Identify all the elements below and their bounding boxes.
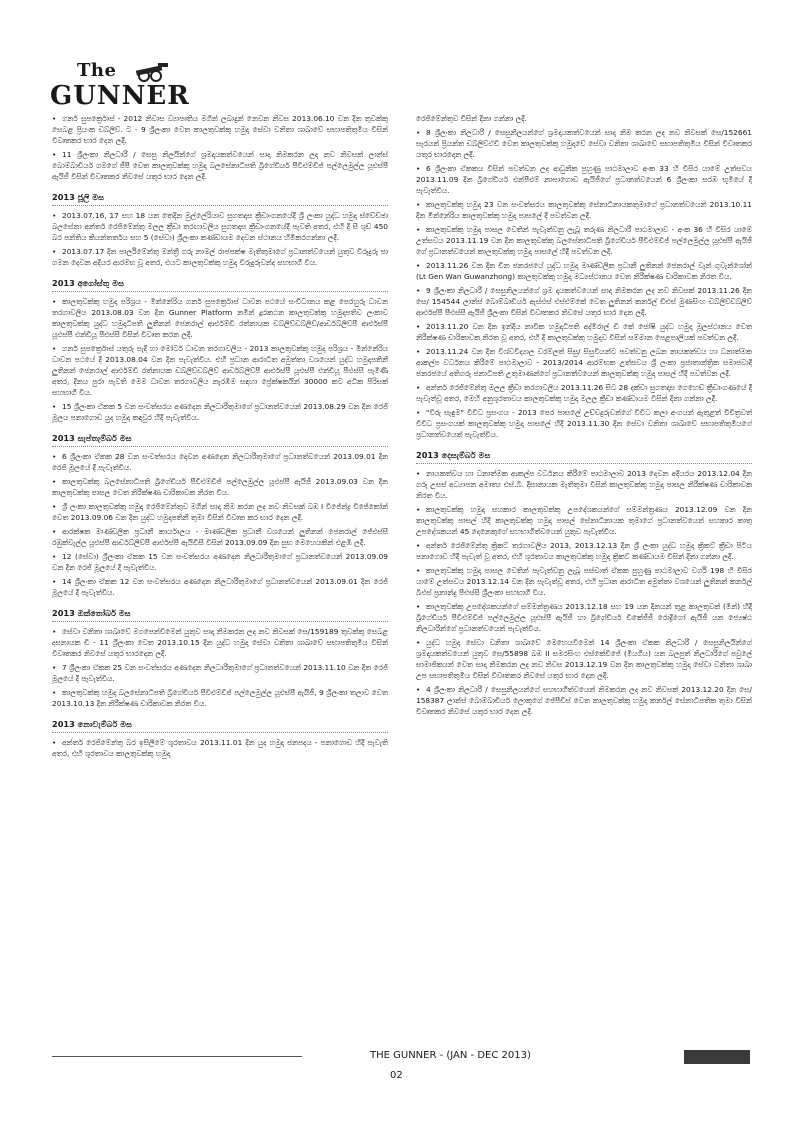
bullet-icon: • bbox=[52, 738, 57, 747]
bullet-item bbox=[52, 501, 388, 523]
item-text: 12 (සේවා) ශ්‍රීලංකා ඒකක 15 වන සංවත්සරය අණදෙන නිලධාරීතුමාගේ ප්‍රධානත්වයෙන් 2013.09.09 වන දින රෙජි මූලයේ දී පැවැත්විය. bbox=[52, 552, 388, 572]
bullet-item bbox=[52, 737, 388, 759]
bullet-item bbox=[416, 127, 752, 160]
bullet-icon: • bbox=[52, 502, 57, 511]
item-text: 2013.07.16, 17 සහ 18 යන තෙදින මුල්ලේරියාව සුගතදාස ක්‍රීඩාංගනයේදී ශ්‍රී ලංකා යුද්ධ හමුදා ස්වේච්ඡා බලසේනා අන්තර් රෙජිමේන්තු මලල ක්‍රීඩා තරඟාවලිය සුගතදාස ක්‍රීඩාංගනයේදී පැවති අතර, එහි දී සී ශූඩ් 450 බර පන්තිය කියන්තර්තය සහ 5 (සේවා) ශ්‍රීලංකා කණ්ඩායම දෙවන ස්ථානය හිමිකරගන්නා ලදී. bbox=[52, 211, 388, 242]
bullet-icon: • bbox=[52, 688, 57, 697]
footer-bar bbox=[52, 1050, 750, 1064]
item-text: 9 ශ්‍රීලංකා නිලධාරී / සෙසුනිලයන්ගේ ශ්‍රම දායකත්වයෙන් සාදා නිමකරන ලද නව නිවසක් 2013.11.26 දින සෙ/ 154544 ලාන්ස් බොම්බාඩියර් ඇස්එස් එස්එම්කේ වෙත ලුතිනන් කර්නල් ඩීඑස් මුණසිංහ ඩබ්ලිව්ඩබ්ලිව් ආර්එස්පී පීඑස්සී ඇයිජී ශ්‍රීලංකා විසින් විවෘතකර නිවසේ යතුර භාර දෙන ලදී. bbox=[416, 286, 752, 317]
bullet-icon: • bbox=[52, 577, 57, 586]
item-text: අන්තර් රෙජිමේන්තු මලල ක්‍රීඩා තරගාවලිය 2013.11.26 සිට 28 දක්වා සුගතදාස ගෙහෙඩ් ක්‍රීඩාංගණයේ දී පැවැත්වූ අතර, මෙහි අනුශූරතාවය කාලතුවක්කු හමුදා මලල ක්‍රීඩා කණ්ඩායම විසින් දිනා ගන්නා ලදී. bbox=[416, 383, 752, 403]
item-text: 15 ශ්‍රීලංකා ඒකක 5 වන සංවත්සරය අණදෙන නිලධාරීතුමාගේ ප්‍රධානත්වයෙන් 2013.08.29 වන දින රෙජි මූලය පනාගොඩ යුද හමුදා කඳවුර හිදී පැවැත්විය. bbox=[52, 402, 388, 422]
item-text: "විරු සැඳුම" විවිධ ප්‍රසංගය - 2013 පෙර පාසලේ උච්චදුරුවන්ගේ විවිධ කලා අංගයන් ඇතුළත් විචිත්‍රවත් විවිධ ප්‍රසංගයක් කාලතුවක්කු හමුදා පාසලේ හිදී 2013.11.30 දින සේවා වනිතා ශාඛාවේ සභාපතිතුමියගේ ප්‍රධානත්වයෙන් පැවැත්විය. bbox=[416, 408, 752, 439]
bullet-icon: • bbox=[416, 347, 421, 356]
bullet-icon: • bbox=[416, 164, 421, 173]
bullet-item bbox=[416, 224, 752, 257]
bullet-icon: • bbox=[416, 225, 421, 234]
bullet-icon: • bbox=[416, 408, 421, 417]
item-text: 6 ශ්‍රීලංකා ඒකක 28 වන සංවත්සරය දෙවන අණදෙන නිලධාරීතුමාගේ ප්‍රධානත්වයෙන් 2013.09.01 දින රෙජි මූලයේ දී පැවැත්විය. bbox=[52, 452, 388, 472]
footer-rule bbox=[52, 1056, 302, 1057]
bullet-item bbox=[416, 468, 752, 501]
bullet-item bbox=[52, 687, 388, 709]
section-heading: 2013 අගෝස්තු මස bbox=[52, 278, 388, 292]
bullet-icon: • bbox=[52, 452, 57, 461]
item-text: කාලතුවක්කු හමුදා පාසල වෙතින් පැවැත්වනු ලැබූ තරුණ නිලධාරී පාඨමාලාව - අංක 36 හි විසිර යාමේ උත්සවය 2013.11.19 වන දින කාලතුවක්කු බලසේනාධිපති බ්‍රිගේඩියර් පීවීඑම්ඩීජ් පල්ලෙමුල්ල යූඑස්පී ඇයිජී ගේ ප්‍රධානත්වයෙන් කාලතුවක්කු හමුදා පාසලේ හිදී පවත්වන ලදී. bbox=[416, 225, 752, 256]
page-number: 02 bbox=[390, 1070, 403, 1081]
bullet-item bbox=[52, 476, 388, 498]
bullet-icon: • bbox=[416, 541, 421, 550]
item-text: 7 ශ්‍රීලංකා ඒකක 25 වන සංවත්සරය අණදෙන නිලධාරීතුමාගේ ප්‍රධානත්වයෙන් 2013.11.10 වන දින රෙජි මූලයේ දී පැවැත්විය. bbox=[52, 663, 388, 683]
bullet-icon: • bbox=[52, 477, 57, 486]
bullet-icon: • bbox=[52, 627, 57, 636]
bullet-icon: • bbox=[52, 114, 57, 123]
item-text: 8 ශ්‍රීලංකා නිලධාරී / සෙසුනිලයන්ගේ ශ්‍රමදායකත්වයෙන් සාදා නිම කරන ලද නව නිවසක් සෙ/152661 සැරයන් ප්‍රියන්ත ඩබ්ලිව්ඒඩී වෙත කාලතුවක්කු හමුදාවේ සේවා වනිතා ශාඛාවේ සභාපතිතුමිය විසින් විවෘතකර යතුර භාරදෙන ලදී. bbox=[416, 128, 752, 159]
bullet-item bbox=[416, 163, 752, 196]
item-text: කාලතුවක්කු හමුදා සහකාර කාලතුවක්කු උපදේශකයන්ගේ සම්මන්ත්‍රණය 2013.12.09 වන දින කාලතුවක්කු පාසල් හිදී කාලතුවක්කු හමුදා පාසල් සේනාධිනායක තුමාගේ ප්‍රධානත්වයෙන් සහකාර කාතු උපදේශකයන් 45 දෙනෙකුගේ සහභාගීත්වයෙන් යුතුව පැවැත්විය. bbox=[416, 505, 752, 536]
item-text: අන්තර් රෙජිමේන්තු බර ඉසිලීමේ ශූරතාවය 2013.11.01 දින යුද හමුදා ජනපදය - පනාගොඩ හිදී පැවැති අතර, එහි ශූරතාවය කාලතුවක්කු හමුදා bbox=[52, 738, 388, 758]
bullet-item bbox=[52, 551, 388, 573]
item-text: කාලතුවක්කු බලසේනාධිපති බ්‍රිගේඩියර් පීවීඑම්ඩීජ් පල්ලෙමුල්ල යූඑස්පී ඇයිජී 2013.09.03 වන දින කාලතුවක්කු පාසල වෙත නිරීක්ෂණ චාරිකාවක නිරත විය. bbox=[52, 477, 388, 497]
bullet-icon: • bbox=[52, 344, 57, 353]
section-heading: 2013 දෙසැම්බර් මස bbox=[416, 450, 752, 464]
item-text: කාලතුවක්කු උපදේශකයන්ගේ සම්මන්ත්‍රණය 2013.12.18 සහ 19 යන දිනයන් තුළ කාලතුවක් (මීන්) හිදී බ්‍රිගේඩියර් පීවීඑම්ඩීජ් පල්ලෙමුල්ල යූඑස්පී ඇයිජී හා බ්‍රිගේඩියර් ඩීකේජීජී රොද්‍රිගෝ ඇයිජී යන ජ්‍යෙෂ්ඨ නිලධාරීන්ගේ ප්‍රධානත්වයෙන් පැවැත්විය. bbox=[416, 602, 752, 633]
item-text: අන්තර් රෙජිමේන්තු ක්‍රිකට් තරගාවලිය 2013, 2013.12.13 දින ශ්‍රී ලංකා යුද්ධ හමුදා ක්‍රිකට් ක්‍රීඩා පිටිය පනාගොඩ හිදී පැවැත් වූ අතර, එහි ශූරතාවය කාලතුවක්කු හමුදා ක්‍රිකට් කණ්ඩායම විසින් දිනා ගන්නා ලදී. bbox=[416, 541, 752, 561]
right-column bbox=[416, 113, 752, 1033]
bullet-item bbox=[416, 407, 752, 440]
item-text: ගනර් සුපර්ක්‍රොස් යතුරු පැදි හා මෝටර් ධාවන තරගාවලිය - 2013 කාලතුවක්කු හමුදා පරිශ්‍රය - මින්නේරිය ධාවන පථයේ දී 2013.08.04 වන දින පැවැත්විය. එහි ප්‍රධාන ආරාධිත අමුත්තා වශයෙන් යුද්ධ හමුදාපතිනී ලුතිනන් ජෙනරාල් ආර්එම්ඩී රත්නායක ඩබ්ලිව්ඩබ්ලිව් ආර්ඩබ්ලිව්පී ආර්එස්පී යූඑස්පී එන්ඩියූ පීඑස්සී පැමිණි අතර, දිනය පුරා පැවති මෙම ධාවන තරගාවලිය නැරඹීම සඳහා ප්‍රේක්ෂකයින් 30000 කට අධික පිරිසක් සහභාගී විය. bbox=[52, 344, 388, 397]
bullet-item bbox=[416, 504, 752, 537]
bullet-icon: • bbox=[52, 297, 57, 306]
bullet-item bbox=[52, 662, 388, 684]
bullet-icon: • bbox=[416, 469, 421, 478]
bullet-item bbox=[416, 260, 752, 282]
bullet-icon: • bbox=[416, 505, 421, 514]
logo-gunner-text: GUNNER bbox=[50, 81, 190, 111]
gunner-logo bbox=[50, 60, 190, 112]
footer-title: THE GUNNER - (JAN - DEC 2013) bbox=[370, 1050, 531, 1061]
item-text: ශ්‍රී ලංකා කාලතුවක්කු හමුදා රෙජිමේන්තුව මගින් සාදා නිම කරන ලද නව නිවසක් බඹ I විජේන්ද්‍ර විජේකෝන් වෙත 2013.09.06 වන දින යුද්ධ හමුදාපතිනී තුමා විසින් විවෘත කර භාර දෙන ලදී. bbox=[52, 502, 388, 522]
bullet-item bbox=[416, 637, 752, 681]
item-text: 14 ශ්‍රීලංකා ඒකක 12 වන සංවත්සරය අණදෙන නිලධාරීතුමාගේ ප්‍රධානත්වයෙන් 2013.09.01 දින රෙජි මූලයේ දී පැවැත්විය. bbox=[52, 577, 388, 597]
bullet-item bbox=[52, 296, 388, 340]
bullet-item bbox=[416, 199, 752, 221]
bullet-icon: • bbox=[52, 150, 57, 159]
bullet-item bbox=[52, 626, 388, 659]
bullet-icon: • bbox=[416, 128, 421, 137]
bullet-icon: • bbox=[416, 685, 421, 694]
item-text: ආරක්ෂක මාණ්ඩලික ප්‍රධානී කාර්යාලය - මාණ්ඩලික ප්‍රධානී වශයෙන් ලුතිනන් ජෙනරාල් ජේඑස්සී රඹුක්වැල්ල යූඑස්පී ආර්ඩබ්ලිව්පී ආර්එස්පී ඇයිඩීසී විසින් 2013.09.09 දින සුභ මෙහෙයකින් එළඹී ලදී. bbox=[52, 527, 388, 547]
section-heading: 2013 ජූලි මස bbox=[52, 192, 388, 206]
bullet-icon: • bbox=[52, 211, 57, 220]
bullet-icon: • bbox=[416, 566, 421, 575]
bullet-item bbox=[52, 149, 388, 182]
bullet-item bbox=[416, 346, 752, 379]
item-text: කාලතුවක්කු හමුදා බලසේනාධිපති බ්‍රිගේඩියර් පීවීඑම්ඩීජ් පල්ලෙමුල්ල යූඑස්පී ඇයිජී, 9 ශ්‍රීලංකා තලාව වෙත 2013.10.13 දින නිරීක්ෂණ චාරිකාවක නිරත විය. bbox=[52, 688, 388, 708]
bullet-icon: • bbox=[416, 383, 421, 392]
item-text: ගනර් සුපර්ක්‍රොස් - 2012 නිවාස ව්‍යාපෘතිය මගින් ලබාදුන් නෙවන නිවස 2013.06.10 වන දින තුවක්කු සෙබළ ප්‍රියංක ඩබ්ලිව්. ට - 9 ශ්‍රීලංකා වෙත කාලතුවක්කු හමුදා සේවා වනිතා ශාඛාවේ සභාපතිතුමිය විසින් විවෘතකර භාර දෙන ලදී. bbox=[52, 114, 388, 145]
bullet-icon: • bbox=[416, 602, 421, 611]
bullet-item bbox=[52, 113, 388, 146]
item-text: කාලතුවක්කු හමුදා 23 වන සංවත්සරය කාලතුවක්කු සේනාධිනායකතුමාගේ ප්‍රධානත්වයෙන් 2013.10.11 දින මින්නේරිය කාලතුවක්කු හමුදා පාසලේ දී පවත්වන ලදී. bbox=[416, 200, 752, 220]
bullet-icon: • bbox=[416, 261, 421, 270]
bullet-icon: • bbox=[52, 552, 57, 561]
item-text: 2013.11.24 වන දින විශ්වවිද්‍යාල වරම්ලත් සිසු/ සිසුවියන්ට පවත්වනු ලබන නායකත්වය හා ධනාත්මක ආකල්ප වර්ධනය කිරීමේ පාඨමාලාව - 2013/2014 ආරම්භක උත්සවය ශ්‍රී ලංකා ප්‍රජාතාන්ත්‍රික සමාජවාදී ජනරජයේ අතිගරු ජනාධිපති උතුමාණන්ගේ ප්‍රධානත්වයෙන් කාලතුවක්කු හමුදා පාසල් හිදී පවත්වන ලදී. bbox=[416, 347, 752, 378]
section-heading: 2013 නොවැම්බර් මස bbox=[52, 719, 388, 733]
bullet-item bbox=[416, 382, 752, 404]
bullet-item bbox=[416, 285, 752, 318]
logo-the-text: The bbox=[77, 60, 117, 81]
section-heading: 2013 සැප්තැම්බර් මස bbox=[52, 433, 388, 447]
bullet-item bbox=[416, 540, 752, 562]
item-text: කාලතුවක්කු හමුදා පරිශ්‍රය - මින්නේරිය ගනර් සුපර්ක්‍රොස් ධාවන පථයේ සංවිධානය කළ පෙරහුරු ධාවන තරගාවලිය 2013.08.03 වන දින Gunner Platform නමින් දූරකථන කාලතුවක්කු හමුදාපතිව ලංකාව කාලතුවක්කු යුද්ධ හමුදාධිපති ලුතිනන් ජෙනරාල් ආර්එම්ඩී රත්නායක ඩබ්ලිව්ඩබ්ලිව්/ආර්ඩබ්ලිව්පී ආර්එස්පී යූඑස්පී එන්ඩියූ පීඑස්සී විසින් විවෘත කරන ලදී. bbox=[52, 297, 388, 339]
bullet-icon: • bbox=[52, 527, 57, 536]
bullet-item bbox=[52, 343, 388, 398]
bullet-icon: • bbox=[52, 663, 57, 672]
bullet-icon: • bbox=[416, 286, 421, 295]
bullet-icon: • bbox=[52, 402, 57, 411]
bullet-item bbox=[52, 526, 388, 548]
next-page-button[interactable] bbox=[684, 1050, 750, 1064]
item-text: රෙජිමේන්තුව විසින් දිනා ගන්නා ලදී. bbox=[416, 114, 527, 123]
bullet-item bbox=[416, 601, 752, 634]
left-column bbox=[52, 113, 388, 1033]
item-text: 2013.11.20 වන දින ඉන්දීය නාවික හමුදාධිපති අද්මිරාල් ඩී කේ ජෝෂි යුද්ධ හමුදා මූලස්ථානය වෙත නිරීක්ෂණ චාරිකාවක නිරත වූ අතර, එහි දී කාලතුවක්කු හමුදාව විසින් සම්මාන පෙළපාලියක් පවත්වන ලදී. bbox=[416, 322, 752, 342]
bullet-icon: • bbox=[416, 638, 421, 647]
bullet-item bbox=[416, 321, 752, 343]
item-text: 2013.11.26 වන දින චීන ජනරජයේ යුද්ධ හමුදා මාණ්ඩලික ප්‍රධානී ලුතිනන් ජෙනරාල් වැන් ගුවැන්ශෝන් (Lt Gen Wan Guwanzhong) කාලතුවක්කු හමුදා මධ්‍යස්ථානය වෙත නිරීක්ෂණ චාරිකාවක නිරත විය. bbox=[416, 261, 752, 281]
bullet-item bbox=[52, 401, 388, 423]
bullet-item bbox=[52, 576, 388, 598]
bullet-icon: • bbox=[52, 247, 57, 256]
bullet-icon: • bbox=[416, 322, 421, 331]
item-text: නායකත්වය හා ධනාත්මක ආකල්ප වර්ධනය කිරීමේ පාඨමාලාව 2013 දෙවන අදියරය 2013.12.04 දින ගරු උසස් අධ්‍යාපන අමාත්‍ය එස්.බී. දිසානායක මැතිතුමා විසින් කාලතුවක්කු හමුදා පාසල නිරීක්ෂණ චාරිකාවක නිරත විය. bbox=[416, 469, 752, 500]
item-text: 6 ශ්‍රීලංකා ඒකකය විසින් පවත්වන ලද ආධුනික පුහුණු පාඨමාලාව අංක 33 හි විසිර යාමේ උත්සවය 2013.11.09 දින බ්‍රිගේඩියර් එන්පීඑම් නාපාගොඩ ඇයිජීගේ ප්‍රධානත්වයෙන් 6 ශ්‍රීලංකා සරඹ භූමියේ දී පැවැත්විය. bbox=[416, 164, 752, 195]
item-text: යුද්ධ හමුදා සේවා වනිතා ශාඛාවේ මෙහෙයවීමෙන් 14 ශ්‍රීලංකා ඒකක නිලධාරී / සෙසුනිලයින්ගේ ශ්‍රමදායකත්වයෙන් යුතුව සෙ/55898 බඹ II සමරසිංහ එස්කේඩීජේ (මියගිය) යන බලපුත් නිලධාරීගේ පවුලේ සාමාජිකයන් වෙත සාදා නිමකරන ලද නව නිවස 2013.12.19 වන දින කාලතුවක්කු හමුදා සේවා වනිතා ශාඛා උප සභාපතිතුමිය විසින් විවෘතකර නිවසේ යතුර භාර දෙන ලදී. bbox=[416, 638, 752, 680]
bullet-item bbox=[52, 246, 388, 268]
item-text: 11 ශ්‍රීලංකා නිලධාරී / සෙසු නිලයින්ගේ ශ්‍රමදායකත්වයෙන් සාදා නිමකරන ලද නව නිවසක් ලාන්ස් බොම්බාඩියර් ගමගේ ජීපී වෙත කාලතුවක්කු හමුදා බලසේනාධිපති බ්‍රිගේඩියර් පීවීඑම්ඩීජ් පල්ලෙමුල්ල යූඑස්පී ඇයිජී විසින් විවෘතකර නිවසේ යතුර භාර දෙන ලදී. bbox=[52, 150, 388, 181]
bullet-item bbox=[416, 565, 752, 598]
item-text: 4 ශ්‍රීලංකා නිලධාරී / සෙසුනිලයන්ගේ සහභාගීත්වයෙන් නිමකරන ලද නව නිවසක් 2013.12.20 දින සෙ/ 158387 ලාන්ස් බොම්බාඩියර් ලොකුගේ ජේපීඩීස් වෙත කාලතුවක්කු හමුදා කර්නල් සේනාධිපතික තුමා විසින් විවෘතකර නිවසේ යතුර භාර දෙන ලදී. bbox=[416, 685, 752, 716]
bullet-icon: • bbox=[416, 200, 421, 209]
section-heading: 2013 ඔක්තෝබර් මස bbox=[52, 608, 388, 622]
bullet-item bbox=[52, 210, 388, 243]
item-text: සේවා වනිතා ශාඛාවේ මගපෙන්වීමෙන් යුතුව සාදා නිමකරන ලද නව නිවසක් සෙ/159189 තුවක්කු සෙබළ දසනායක ඩී - 11 ශ්‍රීලංකා වෙත 2013.10.15 දින යුද්ධ හමුදා සේවා වනිතා ශාඛාවේ සභාපතිතුමිය විසින් විවෘතකර නිවසේ යතුර භාරදෙන ලදී. bbox=[52, 627, 388, 658]
bullet-item bbox=[52, 451, 388, 473]
artillery-cannon-icon bbox=[132, 60, 172, 82]
paragraph bbox=[416, 113, 752, 124]
bullet-item bbox=[416, 684, 752, 717]
item-text: 2013.07.17 දින පාර්ලිමේන්තු මන්ත්‍රී ගරු නාමල් රාජපක්ෂ මැතිතුමාගේ ප්‍රධානත්වයෙන් යුතුව විරුදුරු පා ගමන දෙවන අදියර ආරම්භ වූ අතර, එයට කාලතුවක්කු හමුදා විරුදුරුවන්ද සහභාගී විය. bbox=[52, 247, 388, 267]
item-text: කාලතුවක්කු හමුදා පාසල වෙතින් පැවැත්වනු ලැබූ පස්චාත් ඒකක පුහුණු පාඨමාලාව වර්ගි 198 හි විසිර යාමේ උත්සවය 2013.12.14 වන දින පැවැත්වූ අතර, එහි ප්‍රධාන ආරාධිත අමුත්තා වශයෙන් ලුතිනන් කර්නල් බීඑස් ප්‍රනාන්දු පීඑස්සී ශ්‍රීලංකා සහභාගී විය. bbox=[416, 566, 752, 597]
